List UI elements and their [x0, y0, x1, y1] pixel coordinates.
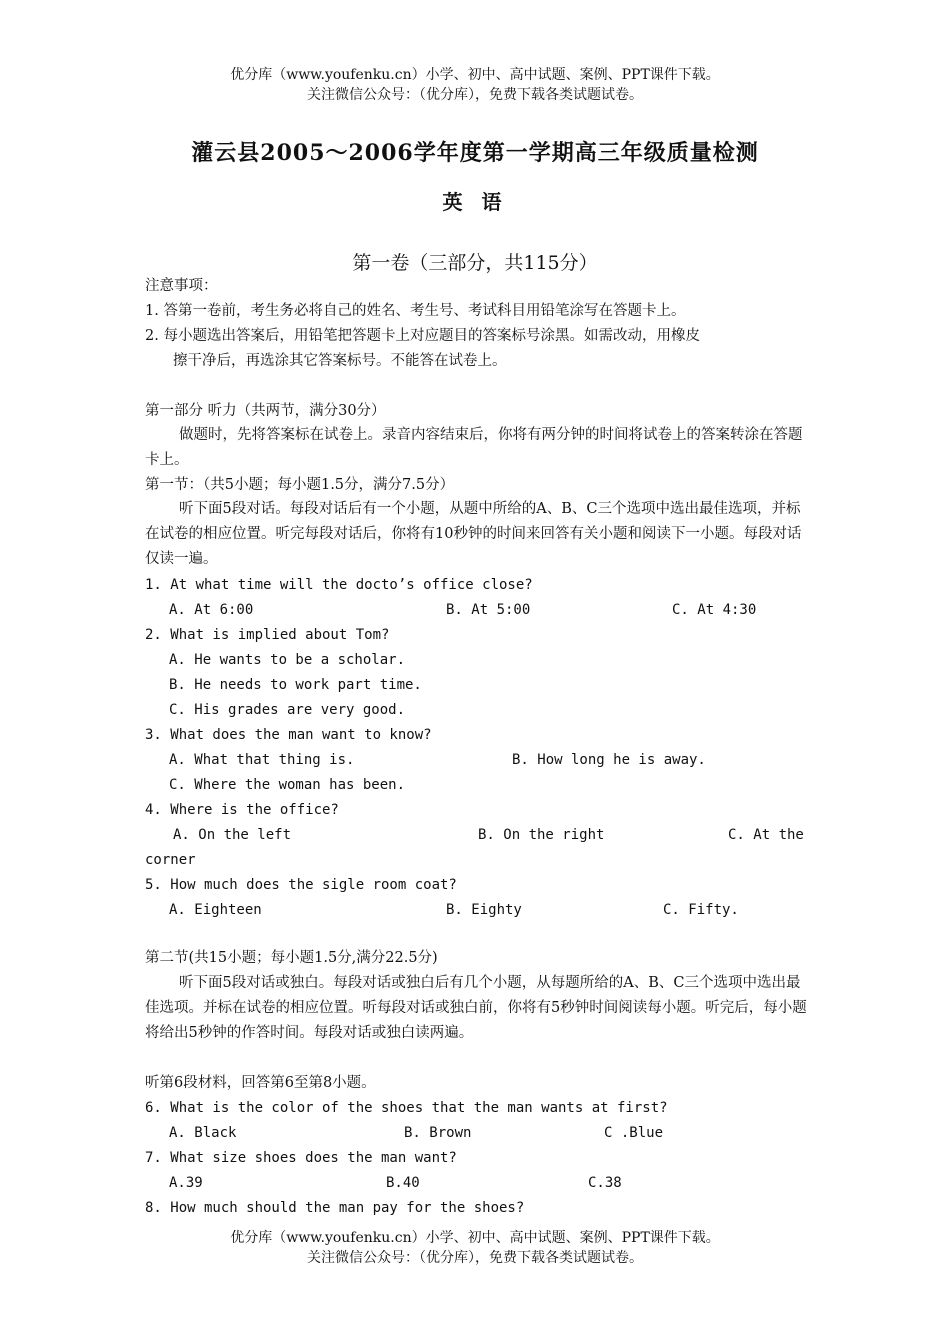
- question-3-option-a: A. What that thing is.: [169, 752, 355, 768]
- question-2-option-a: A. He wants to be a scholar.: [169, 652, 406, 668]
- question-5-stem: 5. How much does the sigle room coat?: [145, 877, 457, 893]
- subject-title: 英 语: [442, 190, 508, 214]
- question-7-stem: 7. What size shoes does the man want?: [145, 1150, 457, 1166]
- volume-title: 第一卷（三部分，共115分）: [352, 252, 598, 274]
- question-3-stem: 3. What does the man want to know?: [145, 727, 432, 743]
- section1-intro: 听下面5段对话。每段对话后有一个小题，从题中所给的A、B、C三个选项中选出最佳选项，并标在试卷的相应位置。听完每段对话后，你将有10秒钟的时间来回答有关小题和阅读下一小题。每段对话仅读一遍。: [145, 501, 802, 567]
- question-6-stem: 6. What is the color of the shoes that the man wants at first?: [145, 1100, 668, 1116]
- part1-intro: 做题时，先将答案标在试卷上。录音内容结束后，你将有两分钟的时间将试卷上的答案转涂在答题卡上。: [145, 427, 803, 468]
- question-2-stem: 2. What is implied about Tom?: [145, 627, 390, 643]
- footer-line-1: 优分库（www.youfenku.cn）小学、初中、高中试题、案例、PPT课件下载。: [230, 1230, 720, 1246]
- question-8-stem: 8. How much should the man pay for the shoes?: [145, 1200, 525, 1216]
- notice-item-2-cont: 擦干净后，再选涂其它答案标号。不能答在试卷上。: [173, 353, 507, 369]
- section1-heading: 第一节：（共5小题；每小题1.5分，满分7.5分）: [145, 477, 455, 493]
- question-2-option-c: C. His grades are very good.: [169, 702, 406, 718]
- section2-intro: 听下面5段对话或独白。每段对话或独白后有几个小题，从每题所给的A、B、C三个选项中选出最佳选项。并标在试卷的相应位置。听每段对话或独白前，你将有5秒钟时间阅读每小题。听完后，每小题将给出5秒钟的作答时间。每段对话或独白读两遍。: [145, 975, 807, 1041]
- question-7-option-c: C.38: [588, 1175, 622, 1191]
- question-4-option-c: C. At the: [728, 827, 804, 843]
- question-7-option-a: A.39: [169, 1175, 203, 1191]
- question-6-option-a: A. Black: [169, 1125, 237, 1141]
- footer-line-2: 关注微信公众号：（优分库），免费下载各类试题试卷。: [307, 1250, 643, 1266]
- notice-item-2: 2. 每小题选出答案后，用铅笔把答题卡上对应题目的答案标号涂黑。如需改动，用橡皮: [145, 328, 700, 344]
- question-3-option-c: C. Where the woman has been.: [169, 777, 406, 793]
- question-1-stem: 1. At what time will the docto’s office close?: [145, 577, 533, 593]
- header-line-2: 关注微信公众号：（优分库），免费下载各类试题试卷。: [307, 87, 643, 103]
- question-5-option-c: C. Fifty.: [663, 902, 739, 918]
- question-4-option-b: B. On the right: [478, 827, 605, 843]
- question-4-stem: 4. Where is the office?: [145, 802, 339, 818]
- question-4-option-c-cont: corner: [145, 852, 196, 868]
- question-1-option-a: A. At 6:00: [169, 602, 254, 618]
- question-7-option-b: B.40: [386, 1175, 420, 1191]
- question-3-option-b: B. How long he is away.: [512, 752, 706, 768]
- question-2-option-b: B. He needs to work part time.: [169, 677, 422, 693]
- header-line-1: 优分库（www.youfenku.cn）小学、初中、高中试题、案例、PPT课件下载。: [230, 67, 720, 83]
- question-4-option-a: A. On the left: [173, 827, 292, 843]
- exam-title: 灌云县2005～2006学年度第一学期高三年级质量检测: [191, 140, 759, 166]
- question-5-option-a: A. Eighteen: [169, 902, 262, 918]
- notice-heading: 注意事项：: [145, 278, 218, 294]
- notice-item-1: 1. 答第一卷前，考生务必将自己的姓名、考生号、考试科目用铅笔涂写在答题卡上。: [145, 303, 686, 319]
- question-6-option-c: C .Blue: [604, 1125, 664, 1141]
- section2-heading: 第二节(共15小题；每小题1.5分,满分22.5分): [145, 950, 438, 966]
- material-6-heading: 听第6段材料，回答第6至第8小题。: [145, 1075, 376, 1091]
- question-6-option-b: B. Brown: [404, 1125, 472, 1141]
- part1-heading: 第一部分 听力（共两节，满分30分）: [145, 403, 386, 419]
- question-1-option-b: B. At 5:00: [446, 602, 531, 618]
- question-5-option-b: B. Eighty: [446, 902, 522, 918]
- question-1-option-c: C. At 4:30: [672, 602, 757, 618]
